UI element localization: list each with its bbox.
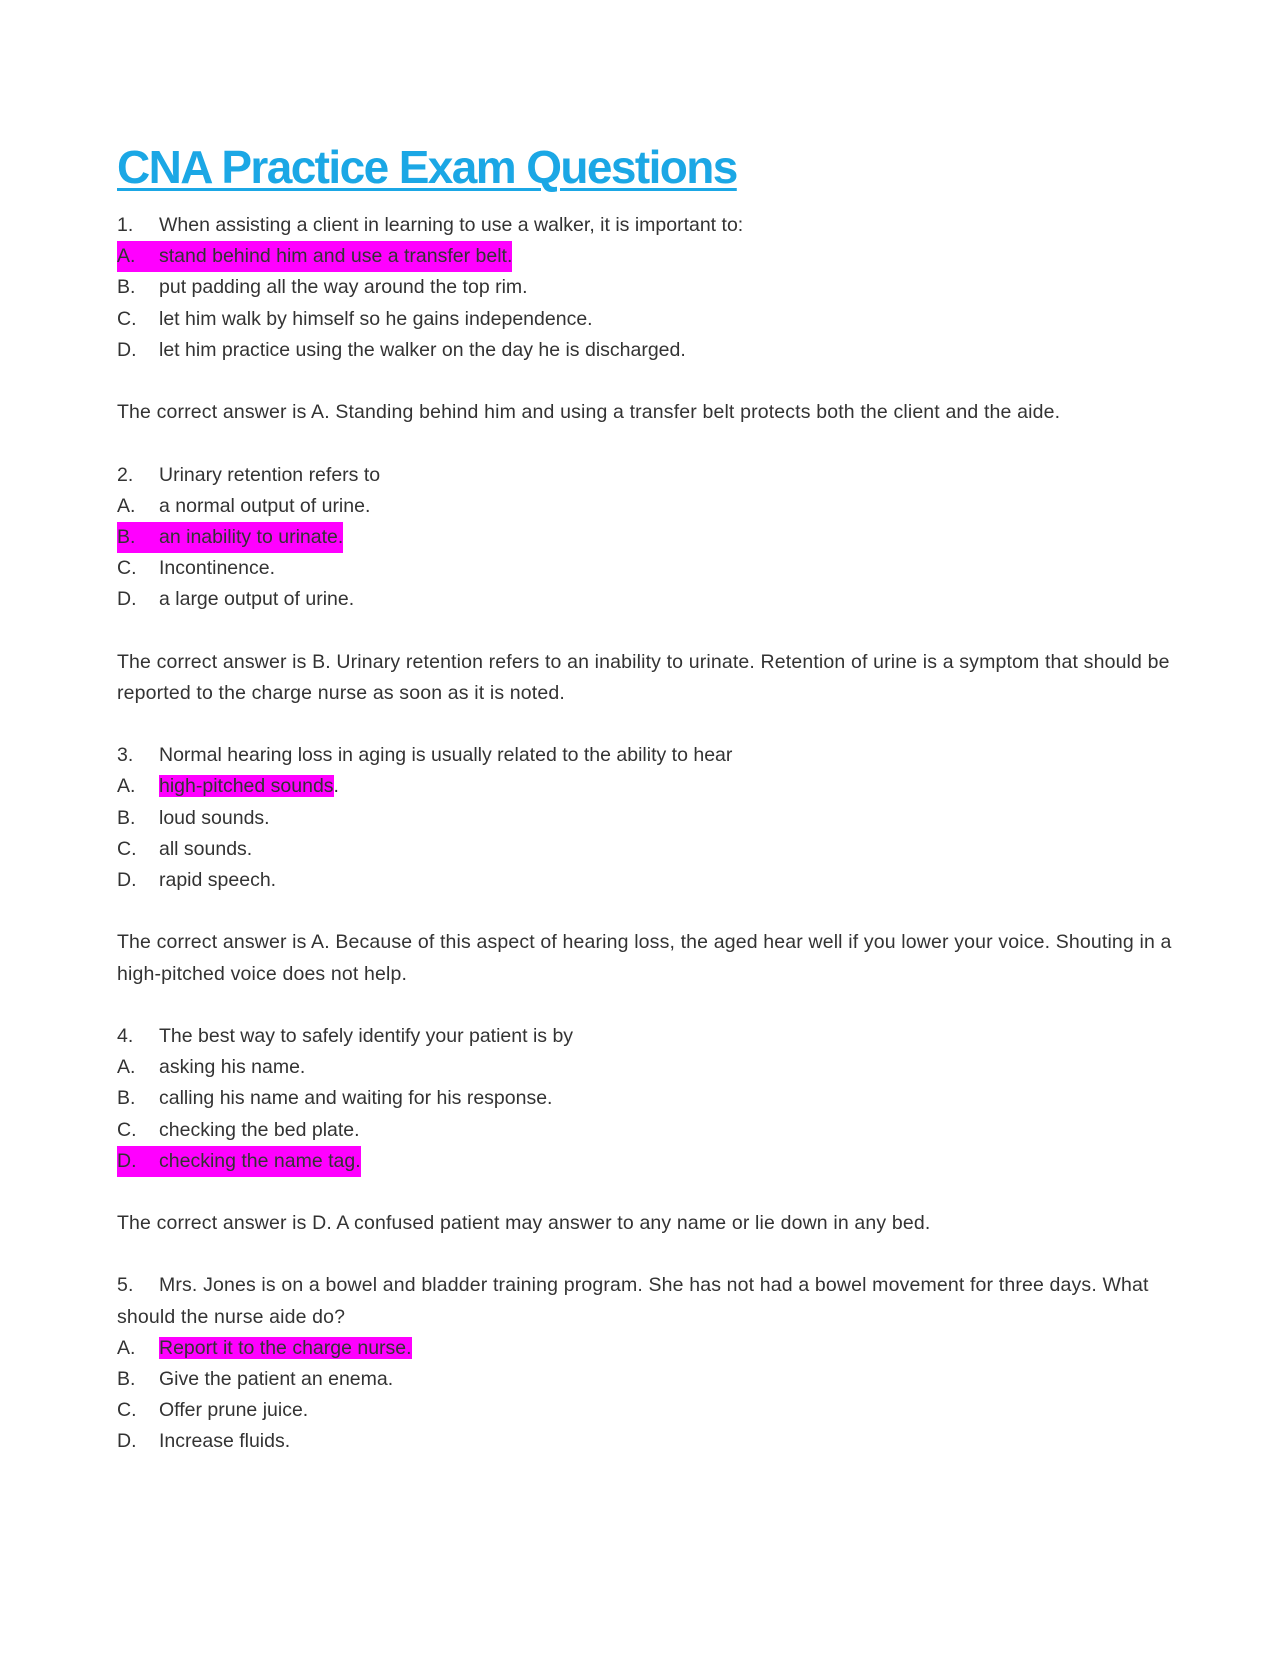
question-number: 1. — [117, 214, 134, 236]
option-letter: A. — [117, 775, 136, 798]
answer-explanation-3: The correct answer is A. Because of this aspect of hearing loss, the aged hear well if you lower your voice. Shouting in a high-pitched voice does not help. — [117, 931, 1172, 985]
option-text: checking the name tag. — [159, 1149, 361, 1172]
question-4-stem — [117, 1021, 1177, 1052]
option-letter: A. — [117, 1056, 136, 1079]
option-text: all sounds. — [159, 837, 253, 860]
option-letter: D. — [117, 588, 137, 611]
question-text: The best way to safely identify your patient is by — [159, 1024, 574, 1047]
option-1a — [117, 241, 1177, 272]
option-letter: B. — [117, 1368, 136, 1391]
option-5b — [117, 1364, 1177, 1395]
option-1b — [117, 272, 1177, 303]
option-1d — [117, 335, 1177, 366]
option-letter: D. — [117, 1149, 137, 1172]
option-4c — [117, 1115, 1177, 1146]
question-3-stem — [117, 740, 1177, 771]
question-5 — [117, 1270, 1177, 1457]
answer-explanation-1: The correct answer is A. Standing behind him and using a transfer belt protects both the client and the aide. — [117, 401, 1061, 424]
option-3b — [117, 803, 1177, 834]
page-title: CNA Practice Exam Questions — [117, 141, 737, 193]
question-2 — [117, 460, 1177, 741]
option-2a — [117, 491, 1177, 522]
option-1c — [117, 304, 1177, 335]
highlighted-answer: high-pitched sounds — [159, 775, 334, 798]
question-number: 5. — [117, 1274, 134, 1297]
option-2b — [117, 522, 1177, 553]
option-2c — [117, 553, 1177, 584]
option-5d — [117, 1426, 1177, 1457]
option-letter: B. — [117, 806, 136, 829]
question-number: 4. — [117, 1024, 134, 1047]
option-letter: C. — [117, 557, 137, 580]
option-3c — [117, 834, 1177, 865]
option-letter: B. — [117, 276, 136, 299]
option-text: Incontinence. — [159, 557, 276, 580]
question-text: Urinary retention refers to — [159, 463, 381, 486]
question-number: 3. — [117, 744, 134, 767]
option-text: put padding all the way around the top rim. — [159, 276, 528, 299]
answer-explanation-2: The correct answer is B. Urinary retention refers to an inability to urinate. Retention of urine is a symptom that should be reported to the charge nurse as soon as it is noted. — [117, 650, 1170, 704]
option-text: calling his name and waiting for his response. — [159, 1087, 553, 1110]
option-letter: D. — [117, 1430, 137, 1453]
option-4a — [117, 1052, 1177, 1083]
answer-explanation-4: The correct answer is D. A confused patient may answer to any name or lie down in any bed. — [117, 1212, 931, 1235]
question-number: 2. — [117, 463, 134, 486]
question-3 — [117, 740, 1177, 1021]
option-text: asking his name. — [159, 1056, 306, 1079]
option-5a — [117, 1333, 1177, 1364]
option-text: let him walk by himself so he gains independence. — [159, 307, 593, 330]
option-text: Increase fluids. — [159, 1430, 291, 1453]
option-letter: D. — [117, 868, 137, 891]
option-text: checking the bed plate. — [159, 1118, 360, 1141]
option-2d — [117, 584, 1177, 615]
option-text: let him practice using the walker on the day he is discharged. — [159, 338, 686, 361]
option-4b — [117, 1083, 1177, 1114]
option-3d — [117, 865, 1177, 896]
option-5c — [117, 1395, 1177, 1426]
option-text: rapid speech. — [159, 868, 277, 891]
option-letter: A. — [117, 1336, 136, 1359]
highlighted-answer — [117, 241, 512, 272]
option-letter: A. — [117, 245, 136, 268]
question-text: When assisting a client in learning to use a walker, it is important to: — [159, 214, 744, 236]
option-text: Offer prune juice. — [159, 1399, 309, 1422]
question-2-stem — [117, 460, 1177, 491]
option-3a — [117, 771, 1177, 802]
option-text: stand behind him and use a transfer belt. — [159, 245, 513, 268]
option-4d — [117, 1146, 1177, 1177]
option-letter: A. — [117, 494, 136, 517]
option-letter: D. — [117, 338, 137, 361]
highlighted-answer — [117, 522, 343, 553]
highlighted-answer: Report it to the charge nurse. — [159, 1336, 412, 1359]
question-text: Mrs. Jones is on a bowel and bladder training program. She has not had a bowel movement for three days. What should the nurse aide do? — [117, 1274, 1149, 1328]
option-letter: C. — [117, 1118, 137, 1141]
option-letter: B. — [117, 1087, 136, 1110]
document-page — [117, 138, 1177, 1458]
option-text: Give the patient an enema. — [159, 1368, 394, 1391]
option-text: an inability to urinate. — [159, 525, 344, 548]
question-5-stem — [117, 1270, 1177, 1332]
option-letter: C. — [117, 1399, 137, 1422]
option-text: loud sounds. — [159, 806, 270, 829]
highlighted-answer — [117, 1146, 361, 1177]
option-text: a normal output of urine. — [159, 494, 371, 517]
question-text: Normal hearing loss in aging is usually related to the ability to hear — [159, 744, 733, 767]
question-4 — [117, 1021, 1177, 1271]
option-letter: B. — [117, 525, 136, 548]
question-1-stem — [117, 210, 1177, 241]
option-letter: C. — [117, 307, 137, 330]
question-1 — [117, 210, 1177, 460]
option-text: a large output of urine. — [159, 588, 355, 611]
option-suffix: . — [333, 775, 339, 798]
option-letter: C. — [117, 837, 137, 860]
